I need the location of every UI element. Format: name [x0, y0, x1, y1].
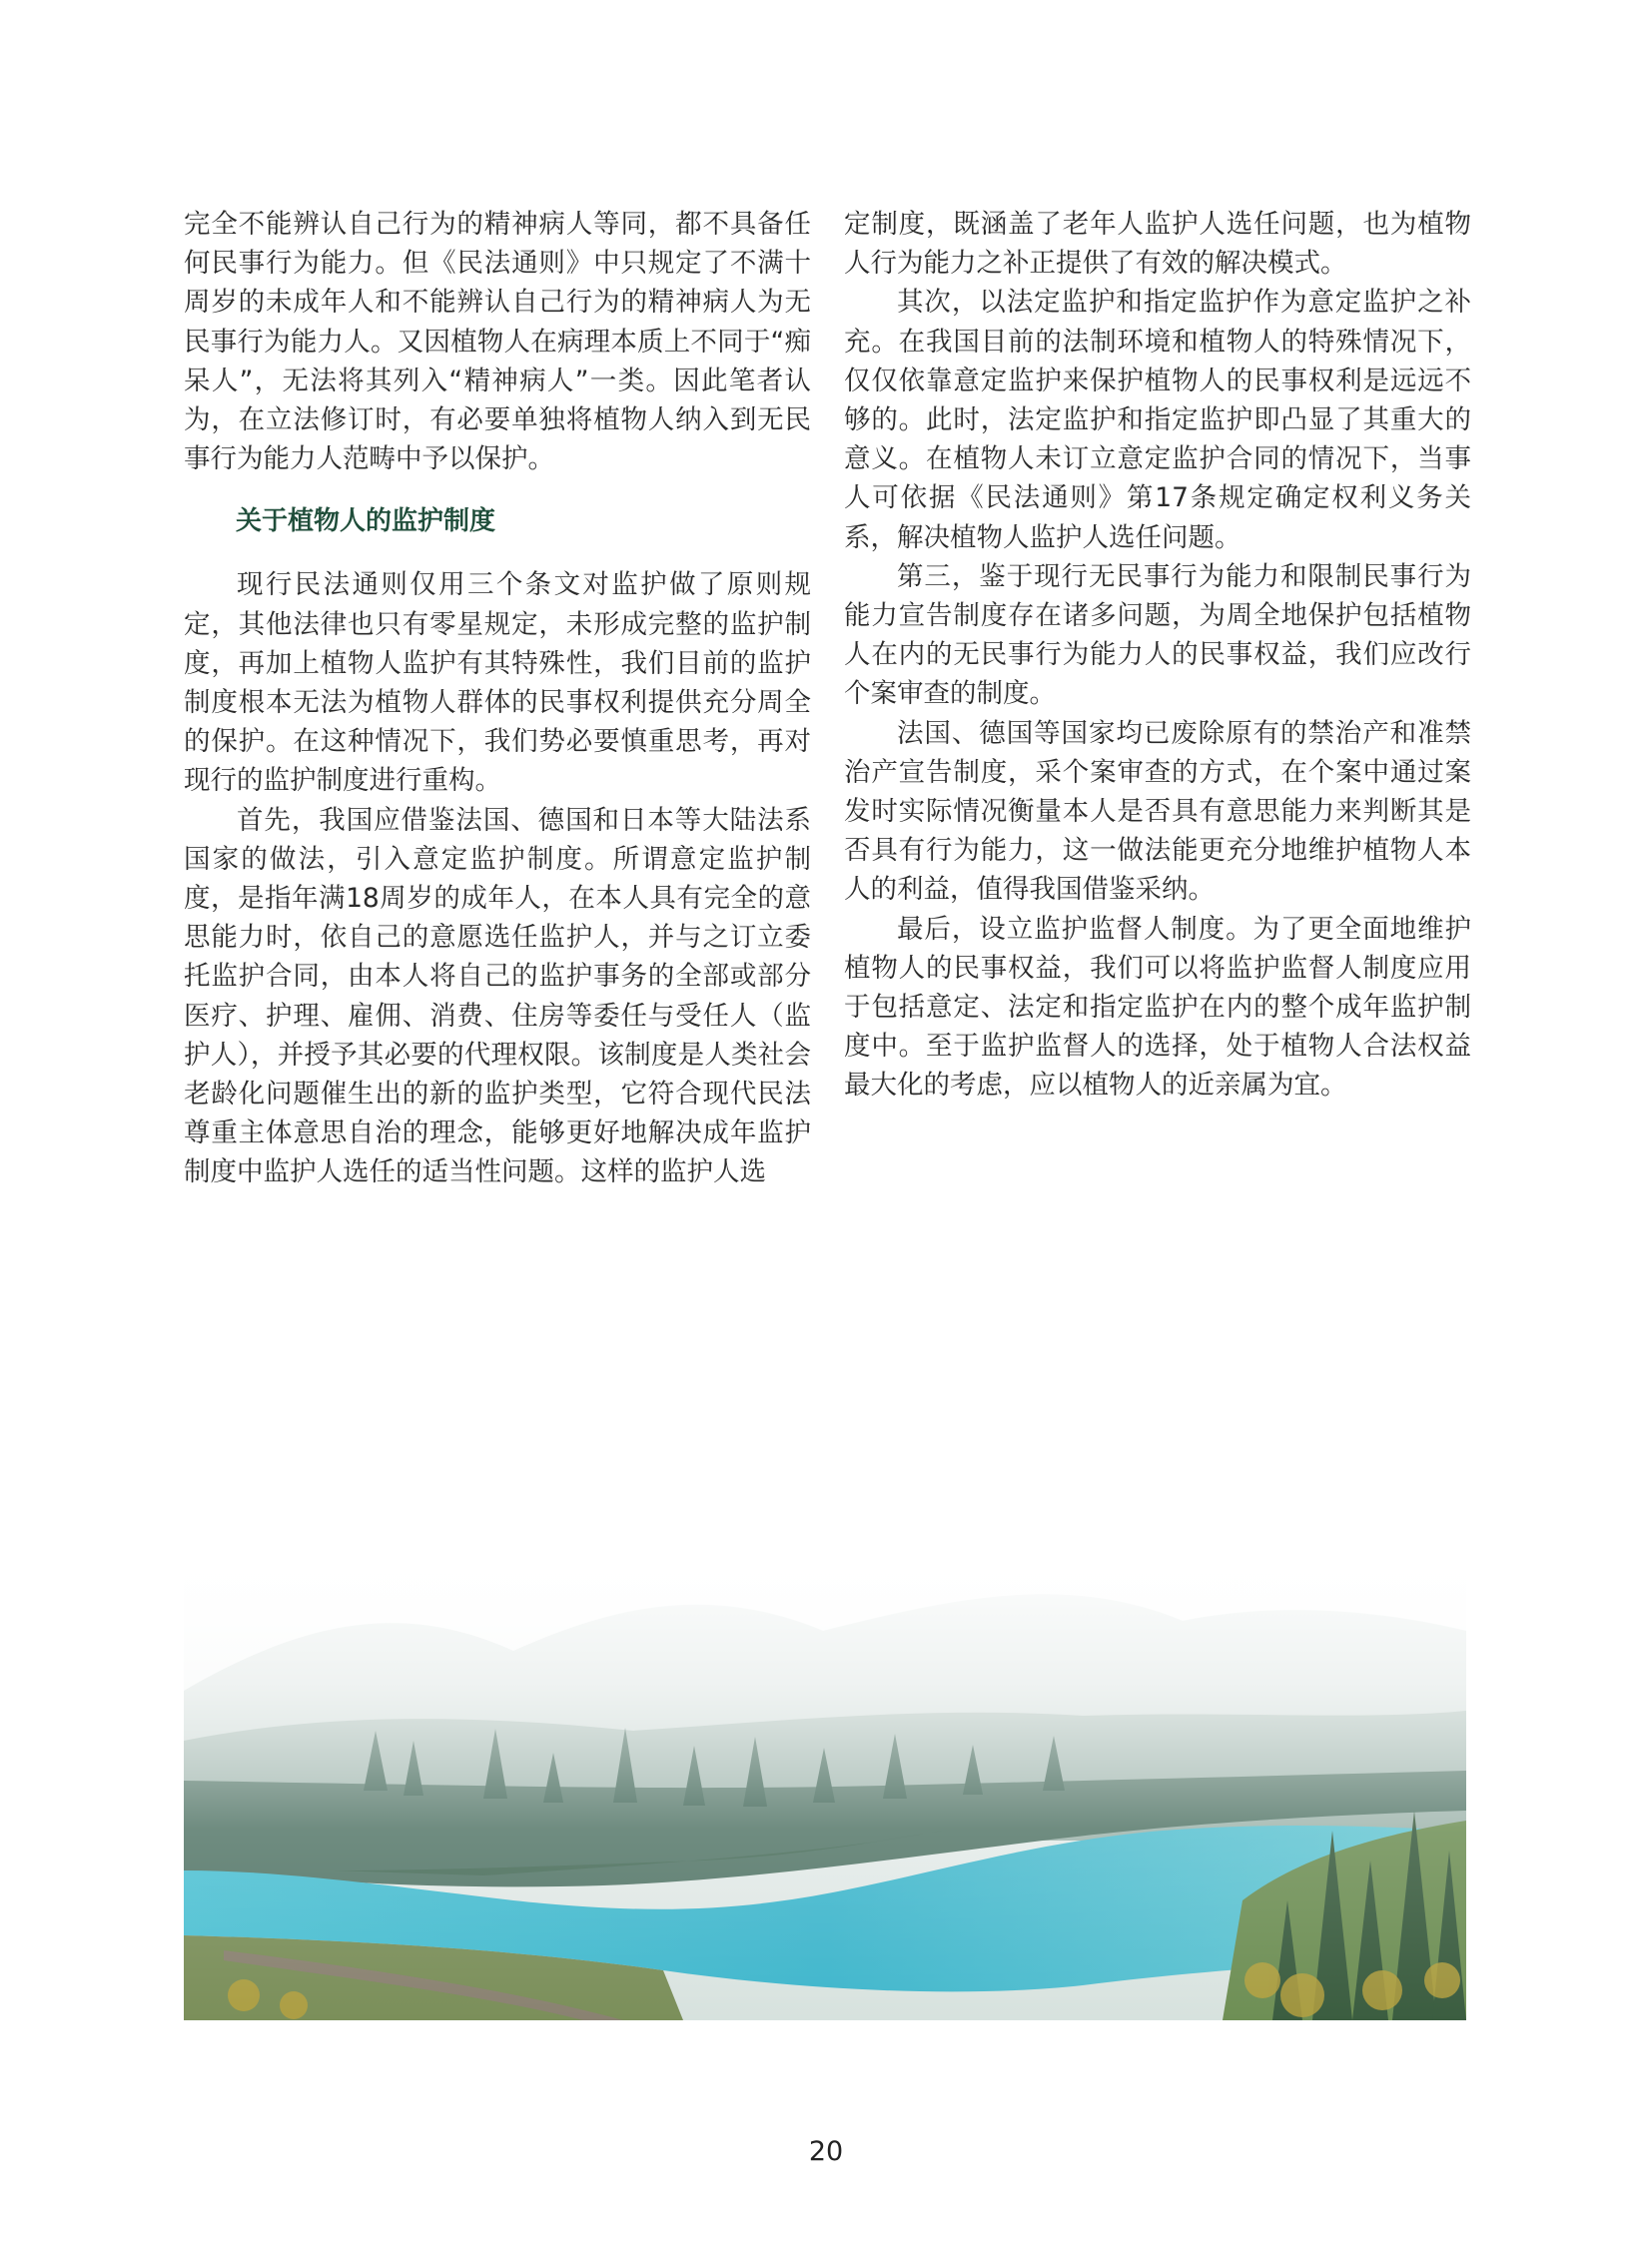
right-paragraph-5: 最后，设立监护监督人制度。为了更全面地维护植物人的民事权益，我们可以将监护监督人制度应用于包括意定、法定和指定监护在内的整个成年监护制度中。至于监护监督人的选择，处于植物人合法权益最大化的考虑，应以植物人的近亲属为宜。	[844, 913, 1471, 1102]
right-paragraph-2: 其次，以法定监护和指定监护作为意定监护之补充。在我国目前的法制环境和植物人的特殊情况下，仅仅依靠意定监护来保护植物人的民事权利是远远不够的。此时，法定监护和指定监护即凸显了其重大的意义。在植物人未订立意定监护合同的情况下，当事人可依据《民法通则》第17条规定确定权利义务关系，解决植物人监护人选任问题。	[844, 287, 1471, 553]
left-paragraph-1: 完全不能辨认自己行为的精神病人等同，都不具备任何民事行为能力。但《民法通则》中只规定了不满十周岁的未成年人和不能辨认自己行为的精神病人为无民事行为能力人。又因植物人在病理本质上不同于“痴呆人”，无法将其列入“精神病人”一类。因此笔者认为，在立法修订时，有必要单独将植物人纳入到无民事行为能力人范畴中予以保护。	[184, 209, 811, 475]
left-column	[184, 205, 811, 1192]
right-paragraph-1: 定制度，既涵盖了老年人监护人选任问题，也为植物人行为能力之补正提供了有效的解决模式。	[844, 209, 1471, 280]
left-paragraph-2: 现行民法通则仅用三个条文对监护做了原则规定，其他法律也只有零星规定，未形成完整的监护制度，再加上植物人监护有其特殊性，我们目前的监护制度根本无法为植物人群体的民事权利提供充分周全的保护。在这种情况下，我们势必要慎重思考，再对现行的监护制度进行重构。	[184, 569, 811, 797]
left-paragraph-3: 首先，我国应借鉴法国、德国和日本等大陆法系国家的做法，引入意定监护制度。所谓意定监护制度，是指年满18周岁的成年人，在本人具有完全的意思能力时，依自己的意愿选任监护人，并与之订立委托监护合同，由本人将自己的监护事务的全部或部分医疗、护理、雇佣、消费、住房等委任与受任人（监护人），并授予其必要的代理权限。该制度是人类社会老龄化问题催生出的新的监护类型，它符合现代民法尊重主体意思自治的理念，能够更好地解决成年监护制度中监护人选任的适当性问题。这样的监护人选	[184, 804, 811, 1188]
right-paragraph-4: 法国、德国等国家均已废除原有的禁治产和准禁治产宣告制度，采个案审查的方式，在个案中通过案发时实际情况衡量本人是否具有意思能力来判断其是否具有行为能力，这一做法能更充分地维护植物人本人的利益，值得我国借鉴采纳。	[844, 717, 1471, 906]
right-column	[844, 205, 1471, 1106]
landscape-photo	[184, 1541, 1466, 2020]
page-number: 20	[808, 2136, 844, 2167]
lake-forest-image	[184, 1541, 1466, 2020]
right-paragraph-3: 第三，鉴于现行无民事行为能力和限制民事行为能力宣告制度存在诸多问题，为周全地保护包括植物人在内的无民事行为能力人的民事权益，我们应改行个案审查的制度。	[844, 560, 1471, 710]
section-heading: 关于植物人的监护制度	[236, 506, 496, 537]
